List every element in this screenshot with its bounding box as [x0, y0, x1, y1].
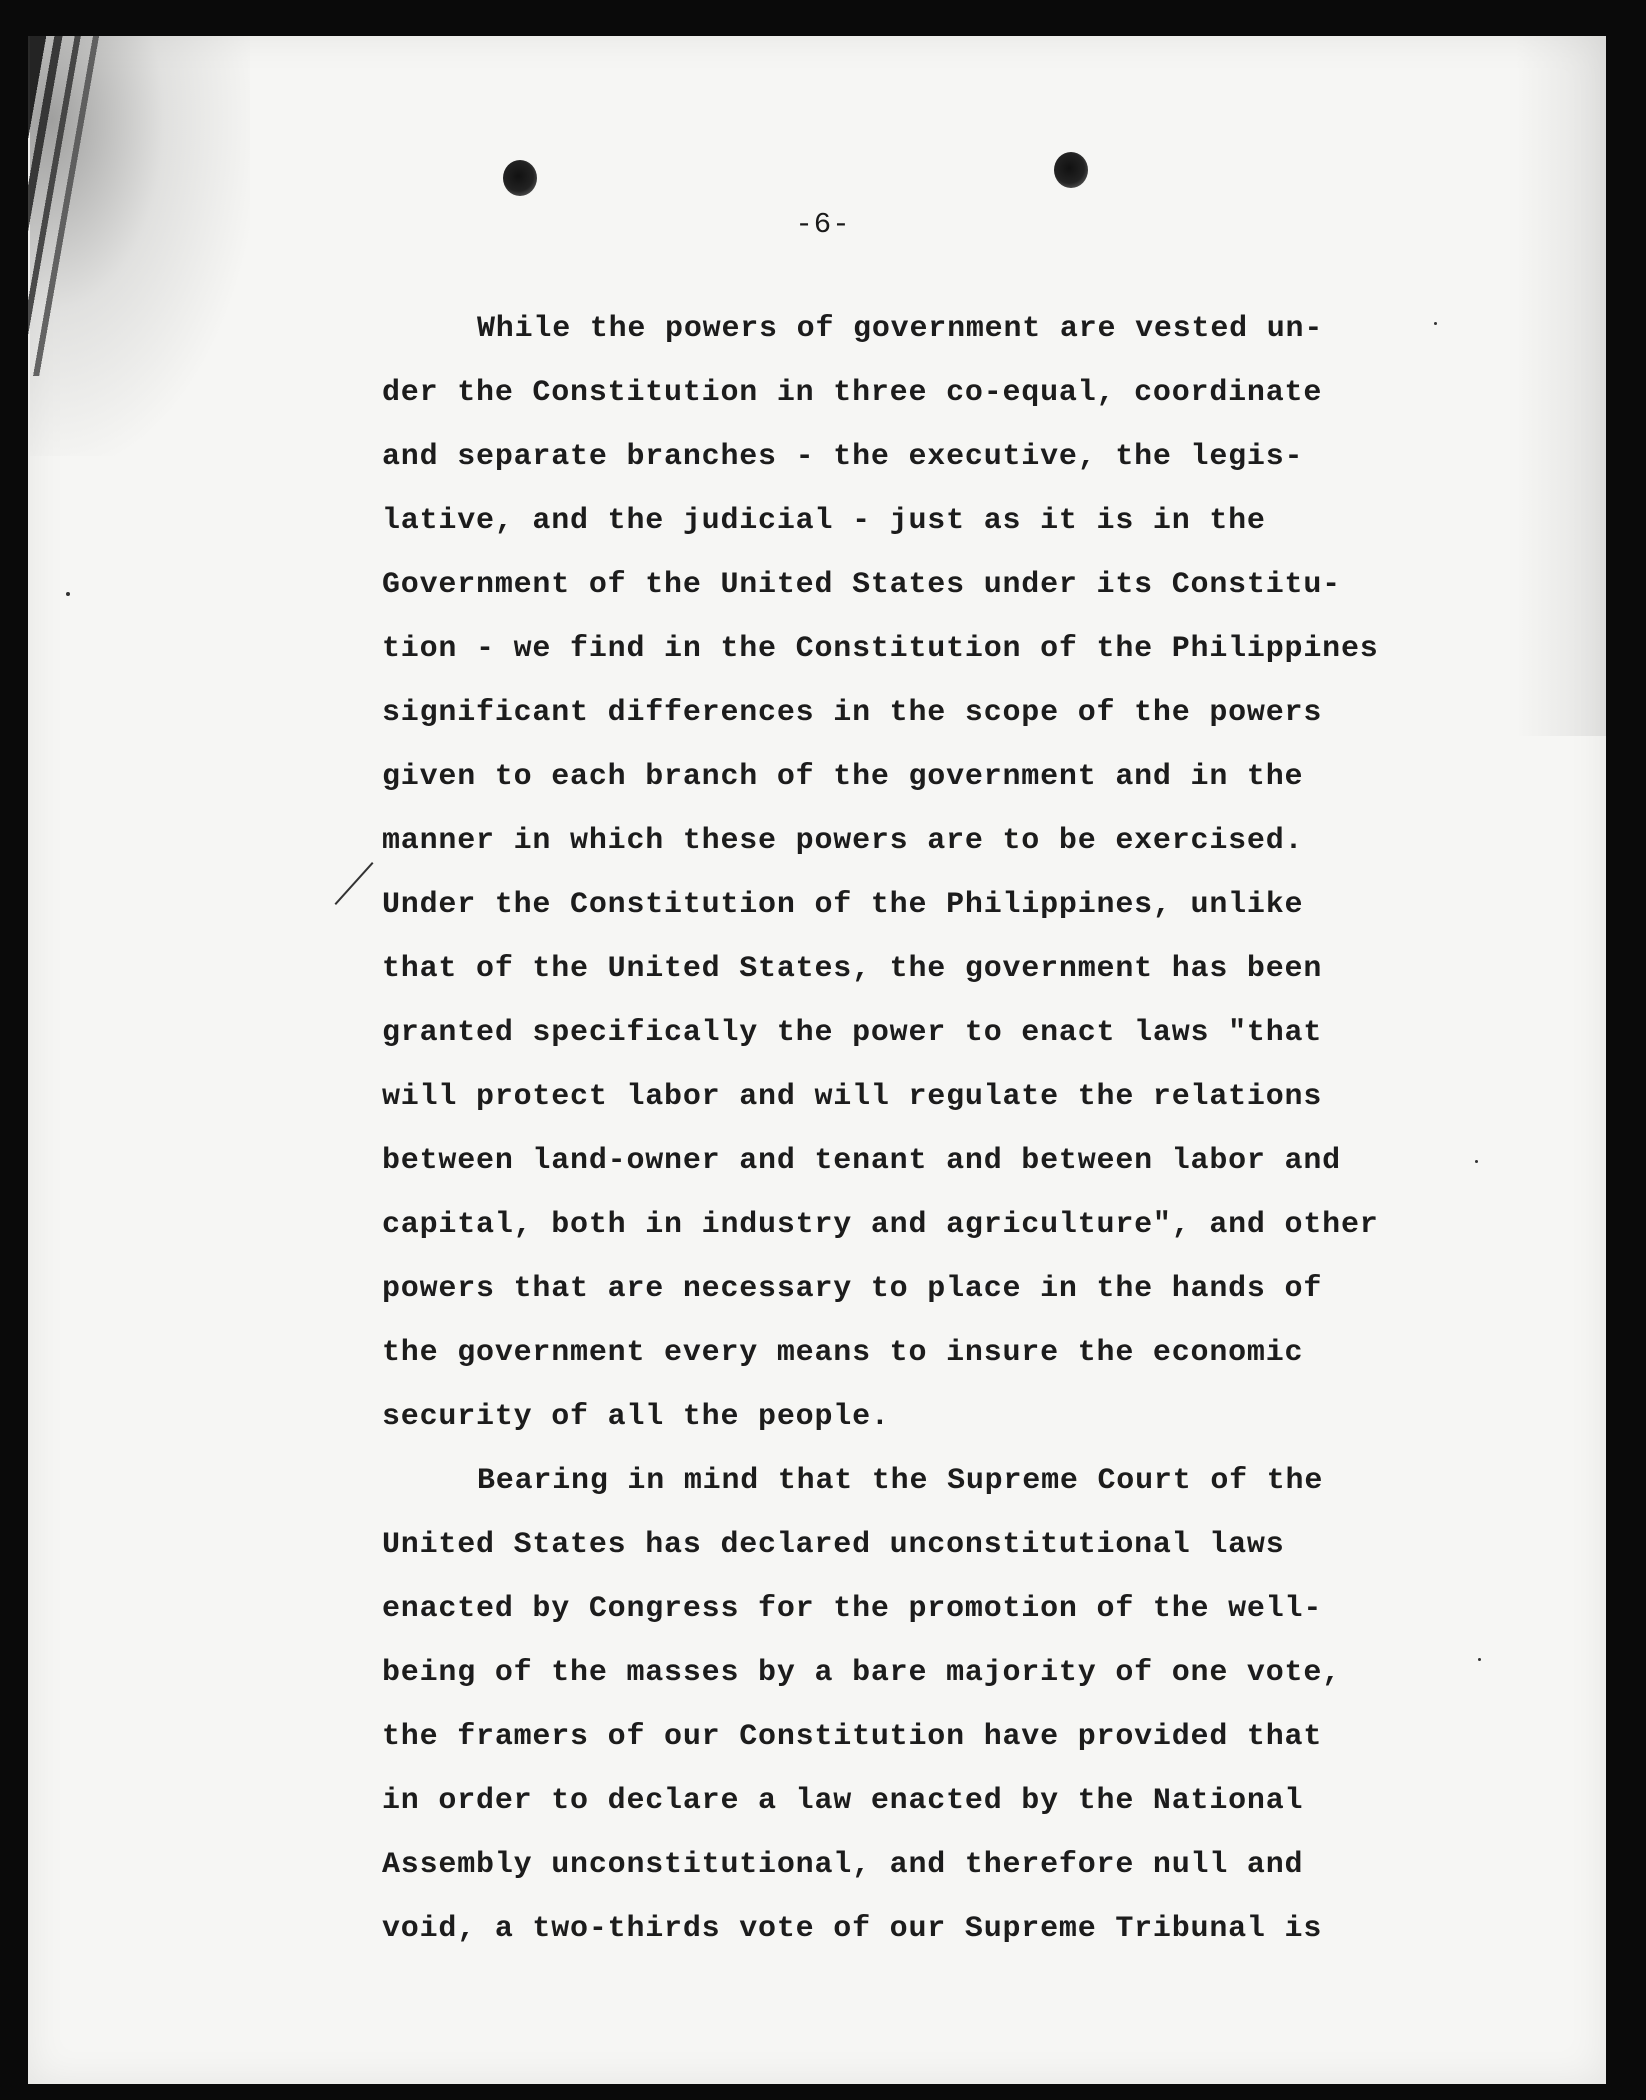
- text-line: will protect labor and will regulate the relations: [382, 1080, 1323, 1114]
- stray-dot: [1478, 1658, 1481, 1661]
- text-line: that of the United States, the government has been: [382, 952, 1323, 986]
- text-line: significant differences in the scope of the powers: [382, 696, 1323, 730]
- punch-hole-left: [503, 160, 537, 196]
- text-line: and separate branches - the executive, the legis-: [382, 440, 1304, 474]
- typed-body-text: [382, 297, 1422, 1961]
- text-line: between land-owner and tenant and between labor and: [382, 1144, 1341, 1178]
- text-line: void, a two-thirds vote of our Supreme Tribunal is: [382, 1912, 1323, 1946]
- text-line: in order to declare a law enacted by the National: [382, 1784, 1304, 1818]
- text-line: Government of the United States under its Constitu-: [382, 568, 1341, 602]
- page-number: -6-: [795, 208, 851, 241]
- text-line: While the powers of government are vested un-: [477, 312, 1324, 346]
- text-line: the government every means to insure the economic: [382, 1336, 1304, 1370]
- stray-dot: [1434, 322, 1437, 325]
- stray-dot: [66, 592, 70, 596]
- text-line: der the Constitution in three co-equal, coordinate: [382, 376, 1323, 410]
- text-line: enacted by Congress for the promotion of the well-: [382, 1592, 1323, 1626]
- text-line: granted specifically the power to enact laws "that: [382, 1016, 1323, 1050]
- page-stack-edge: [28, 36, 198, 376]
- text-line: the framers of our Constitution have provided that: [382, 1720, 1323, 1754]
- text-line: manner in which these powers are to be exercised.: [382, 824, 1304, 858]
- text-line: tion - we find in the Constitution of the Philippines: [382, 632, 1379, 666]
- right-edge-shadow: [1516, 36, 1606, 736]
- text-line: lative, and the judicial - just as it is in the: [382, 504, 1266, 538]
- text-line: United States has declared unconstitutional laws: [382, 1528, 1285, 1562]
- text-line: Assembly unconstitutional, and therefore null and: [382, 1848, 1304, 1882]
- stray-dot: [1475, 1160, 1478, 1163]
- text-line: security of all the people.: [382, 1400, 890, 1434]
- punch-hole-right: [1054, 152, 1088, 188]
- text-line: given to each branch of the government and in the: [382, 760, 1304, 794]
- text-line: Under the Constitution of the Philippines, unlike: [382, 888, 1304, 922]
- text-line: being of the masses by a bare majority of one vote,: [382, 1656, 1341, 1690]
- text-line: powers that are necessary to place in the hands of: [382, 1272, 1323, 1306]
- text-line: capital, both in industry and agriculture", and other: [382, 1208, 1379, 1242]
- text-line: Bearing in mind that the Supreme Court of the: [477, 1464, 1324, 1498]
